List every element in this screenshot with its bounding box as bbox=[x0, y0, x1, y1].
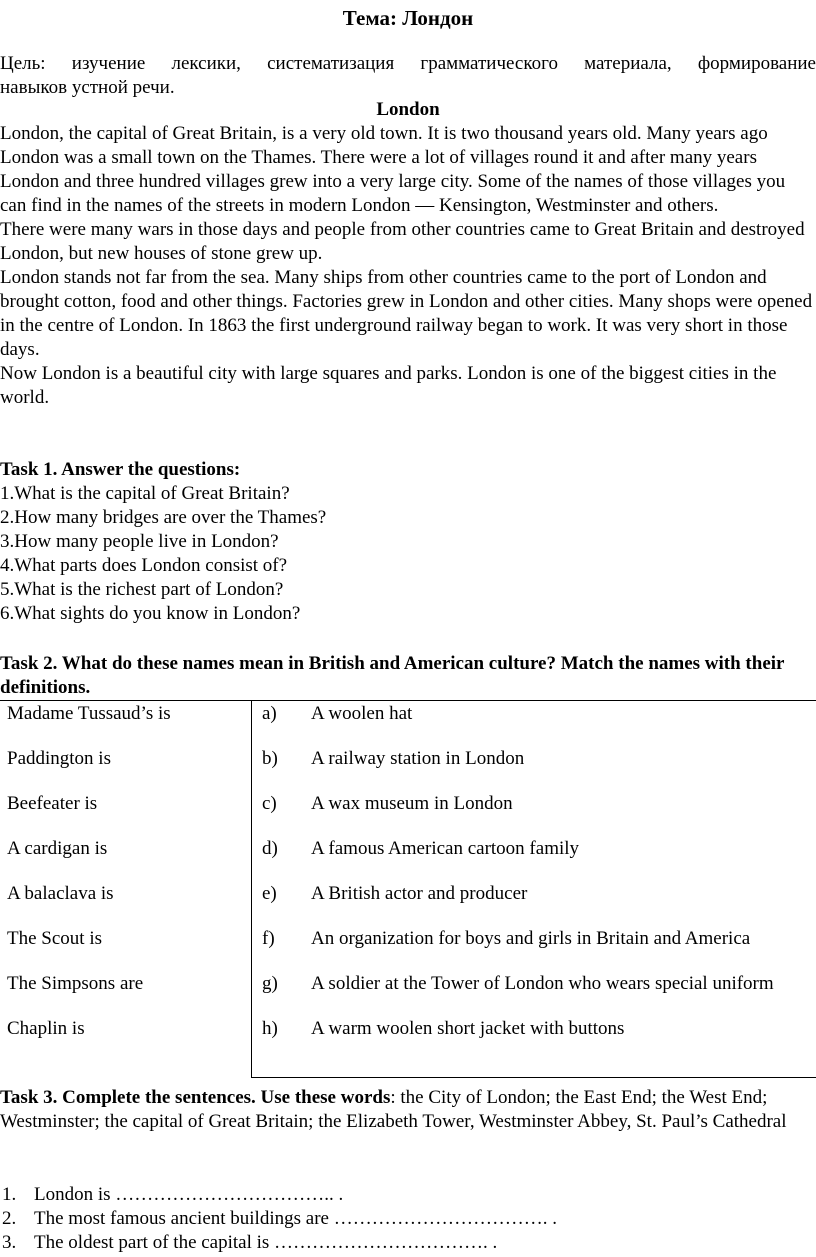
definition-cell: A soldier at the Tower of London who wears special uniform bbox=[311, 973, 774, 994]
definition-cell: A railway station in London bbox=[311, 748, 525, 769]
letter-cell: a) bbox=[252, 701, 312, 748]
letter-cell: c) bbox=[262, 793, 277, 814]
table-row bbox=[0, 972, 816, 1017]
table-row bbox=[0, 927, 816, 972]
question-item: 3.How many people live in London? bbox=[0, 531, 279, 552]
reading-paragraph: London, the capital of Great Britain, is a very old town. It is two thousand years old. Many years ago London was a small town on the Thames. There were a lot of villages round it and after many years London and three hundred villages grew into a very large city. Some of the names of those villages you can find in the names of the streets in modern London — Kensington, Westminster and others. bbox=[0, 123, 786, 216]
definition-cell: A famous American cartoon family bbox=[311, 838, 580, 859]
sentence-text: London is …………………………….. . bbox=[34, 1184, 344, 1205]
task-2-heading: Task 2. What do these names mean in British and American culture? Match the names with their definitions. bbox=[0, 653, 785, 698]
task-3-heading bbox=[0, 1086, 816, 1134]
reading-text-heading: London bbox=[376, 99, 440, 120]
task-3 bbox=[0, 1086, 816, 1134]
reading-paragraph: There were many wars in those days and people from other countries came to Great Britain and destroyed London, but new houses of stone grew up. bbox=[0, 219, 805, 264]
question-item: 6.What sights do you know in London? bbox=[0, 603, 301, 624]
table-row bbox=[0, 701, 816, 748]
sentence-number: 1. bbox=[2, 1184, 17, 1205]
table-row bbox=[0, 1017, 816, 1078]
definition-cell: An organization for boys and girls in Britain and America bbox=[311, 928, 751, 949]
task-3-word-list: : the City of London; the East End; the West End; Westminster; the capital of Great Britain; the Elizabeth Tower, Westminster Abbey, St. Paul’s Cathedral bbox=[0, 1087, 787, 1132]
definition-cell: A wax museum in London bbox=[311, 793, 513, 814]
question-item: 4.What parts does London consist of? bbox=[0, 555, 288, 576]
question-item: 1.What is the capital of Great Britain? bbox=[0, 483, 290, 504]
reading-paragraph: London stands not far from the sea. Many ships from other countries came to the port of London and brought cotton, food and other things. Factories grew in London and other cities. Many shops were opened in the centre of London. In 1863 the first underground railway began to work. It was very short in those days. bbox=[0, 267, 813, 360]
table-row bbox=[0, 882, 816, 927]
letter-cell: e) bbox=[262, 883, 277, 904]
name-cell: The Simpsons are bbox=[0, 972, 252, 1017]
letter-cell: d) bbox=[262, 838, 278, 859]
sentence-text: The oldest part of the capital is ……………………………. . bbox=[34, 1232, 498, 1253]
letter-cell: g) bbox=[262, 973, 278, 994]
matching-table bbox=[0, 700, 816, 1078]
name-cell: A cardigan is bbox=[0, 837, 252, 882]
lesson-goal bbox=[0, 52, 816, 100]
name-cell: A balaclava is bbox=[0, 882, 252, 927]
letter-cell: h) bbox=[252, 1017, 312, 1078]
sentence-text: The most famous ancient buildings are ……………………………. . bbox=[34, 1208, 557, 1229]
question-item: 2.How many bridges are over the Thames? bbox=[0, 507, 327, 528]
page-title: Тема: Лондон bbox=[342, 6, 474, 30]
letter-cell: b) bbox=[262, 748, 278, 769]
reading-paragraph: Now London is a beautiful city with large squares and parks. London is one of the biggest cities in the world. bbox=[0, 363, 777, 408]
name-cell: Paddington is bbox=[0, 747, 252, 792]
task-3-heading-bold: Task 3. Complete the sentences. Use these words bbox=[0, 1087, 391, 1108]
sentence-list bbox=[0, 1183, 816, 1255]
name-cell: Chaplin is bbox=[0, 1017, 252, 1078]
table-row bbox=[0, 837, 816, 882]
sentence-number: 2. bbox=[2, 1208, 17, 1229]
task-1-heading: Task 1. Answer the questions: bbox=[0, 459, 241, 480]
sentence-number: 3. bbox=[2, 1232, 17, 1253]
list-item bbox=[0, 1207, 816, 1231]
list-item bbox=[0, 1231, 816, 1255]
lesson-goal-line-2: навыков устной речи. bbox=[0, 77, 175, 98]
definition-cell: A warm woolen short jacket with buttons bbox=[311, 1017, 816, 1078]
definition-cell: A British actor and producer bbox=[311, 883, 528, 904]
table-row bbox=[0, 792, 816, 837]
reading-text bbox=[0, 122, 816, 410]
name-cell: Madame Tussaud’s is bbox=[0, 701, 252, 748]
name-cell: The Scout is bbox=[0, 927, 252, 972]
table-row bbox=[0, 747, 816, 792]
lesson-goal-line-1: Цель: изучение лексики, систематизация грамматического материала, формирование bbox=[0, 53, 816, 74]
task-1 bbox=[0, 458, 816, 626]
definition-cell: A woolen hat bbox=[311, 701, 816, 748]
name-cell: Beefeater is bbox=[0, 792, 252, 837]
question-item: 5.What is the richest part of London? bbox=[0, 579, 284, 600]
list-item bbox=[0, 1183, 816, 1207]
letter-cell: f) bbox=[262, 928, 275, 949]
